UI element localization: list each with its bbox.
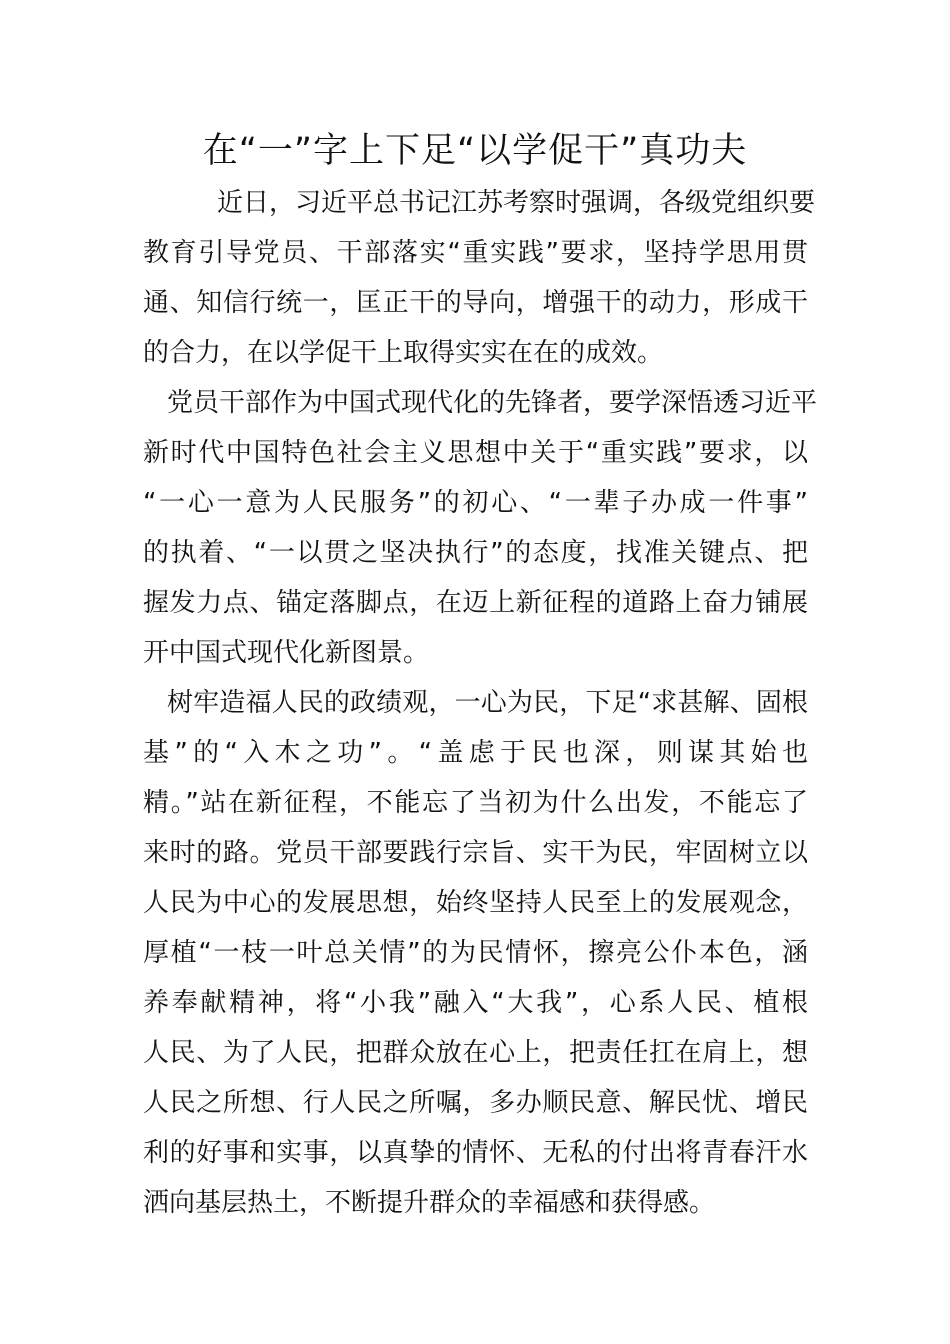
- paragraph-line: 来时的路。党员干部要践行宗旨、实干为民，牢固树立以: [143, 838, 808, 868]
- paragraph-line: 养奉献精神，将“小我”融入“大我”，心系人民、植根: [143, 988, 808, 1018]
- paragraph-line: 通、知信行统一，匡正干的导向，增强干的动力，形成干: [143, 288, 808, 318]
- paragraph-line: 树牢造福人民的政绩观，一心为民，下足“求甚解、固根: [167, 688, 808, 718]
- paragraph-line: “一心一意为人民服务”的初心、“一辈子办成一件事”: [143, 488, 808, 518]
- paragraph-line: 的执着、“一以贯之坚决执行”的态度，找准关键点、把: [143, 538, 808, 568]
- paragraph-line: 的合力，在以学促干上取得实实在在的成效。: [143, 338, 664, 368]
- paragraph-line: 近日，习近平总书记江苏考察时强调，各级党组织要: [217, 188, 816, 218]
- document-title: 在“一”字上下足“以学促干”真功夫: [202, 131, 748, 171]
- paragraph-line: 握发力点、锚定落脚点，在迈上新征程的道路上奋力铺展: [143, 588, 808, 618]
- paragraph-line: 人民、为了人民，把群众放在心上，把责任扛在肩上，想: [143, 1038, 808, 1068]
- paragraph-2: [143, 378, 818, 678]
- paragraph-line: 基”的“入木之功”。“盖虑于民也深，则谋其始也: [143, 738, 808, 768]
- paragraph-line: 教育引导党员、干部落实“重实践”要求，坚持学思用贯: [143, 238, 808, 268]
- paragraph-line: 厚植“一枝一叶总关情”的为民情怀，擦亮公仆本色，涵: [143, 938, 808, 968]
- paragraph-line: 开中国式现代化新图景。: [143, 638, 430, 668]
- paragraph-line: 精。”站在新征程，不能忘了当初为什么出发，不能忘了: [143, 788, 808, 818]
- paragraph-line: 洒向基层热土，不断提升群众的幸福感和获得感。: [143, 1188, 716, 1218]
- paragraph-1: [143, 178, 816, 378]
- paragraph-line: 利的好事和实事，以真挚的情怀、无私的付出将青春汗水: [143, 1138, 808, 1168]
- paragraph-3: [143, 678, 808, 1228]
- paragraph-line: 党员干部作为中国式现代化的先锋者，要学深悟透习近平: [167, 388, 818, 418]
- paragraph-line: 人民为中心的发展思想，始终坚持人民至上的发展观念，: [143, 888, 808, 918]
- document-body: [143, 178, 818, 1228]
- paragraph-line: 人民之所想、行人民之所嘱，多办顺民意、解民忧、增民: [143, 1088, 808, 1118]
- paragraph-line: 新时代中国特色社会主义思想中关于“重实践”要求，以: [143, 438, 808, 468]
